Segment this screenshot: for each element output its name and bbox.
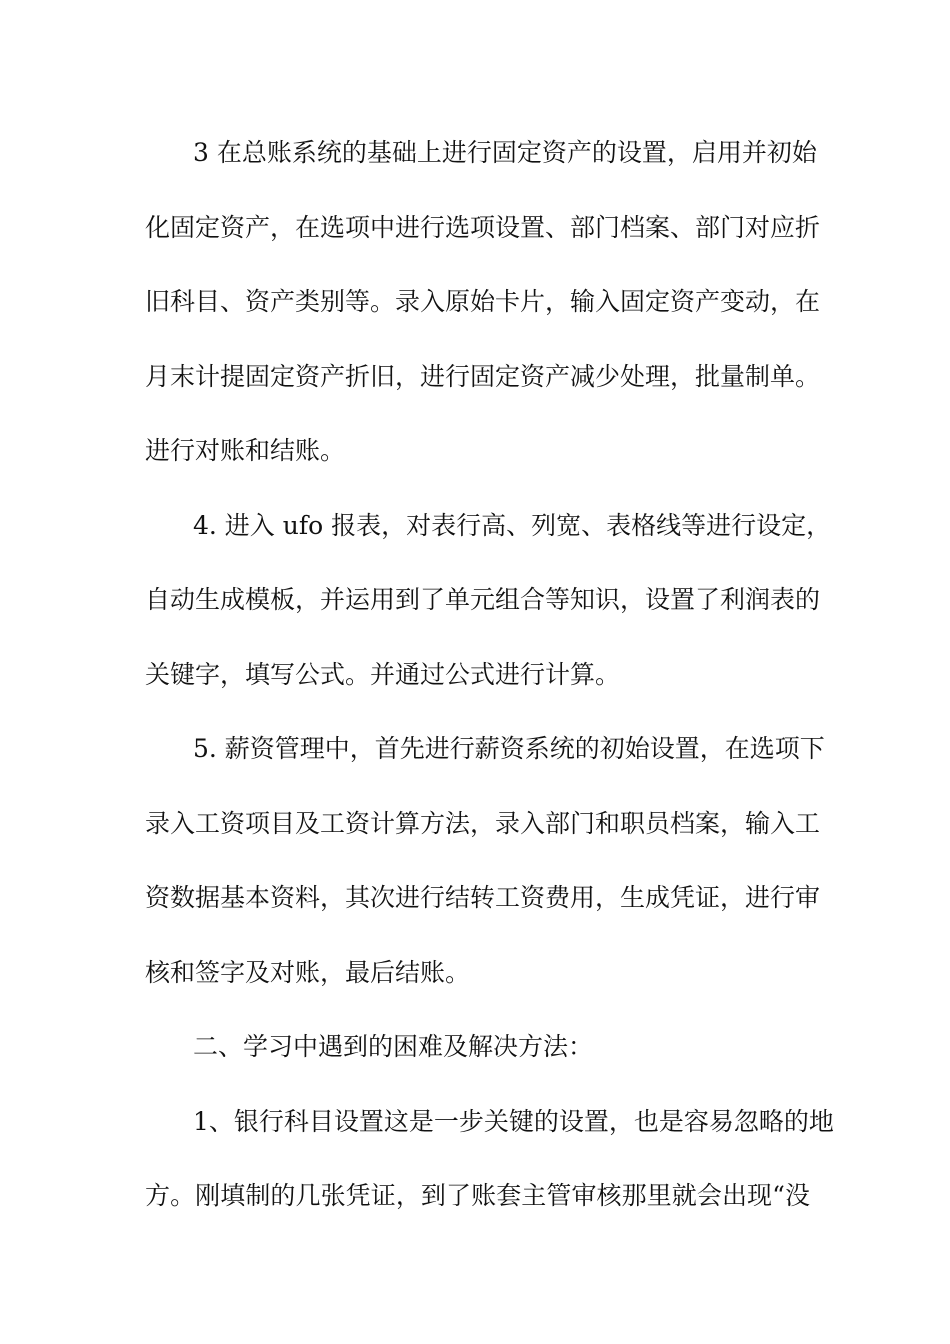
text-line: 资数据基本资料，其次进行结转工资费用，生成凭证，进行审 xyxy=(145,883,821,912)
paragraph-bank-account xyxy=(145,1098,834,1247)
text-line: 核和签字及对账，最后结账。 xyxy=(145,957,471,987)
section-heading-difficulties xyxy=(145,1023,810,1098)
text-line: 4. 进入 ufo 报表，对表行高、列宽、表格线等进行设定， xyxy=(193,510,832,540)
paragraph-fixed-assets xyxy=(145,129,821,502)
text-line: 化固定资产，在选项中进行选项设置、部门档案、部门对应折 xyxy=(145,212,821,242)
text-line: 自动生成模板，并运用到了单元组合等知识，设置了利润表的 xyxy=(145,585,821,614)
text-line: 关键字，填写公式。并通过公式进行计算。 xyxy=(145,659,621,689)
document-body xyxy=(145,129,834,1247)
text-line: 1、银行科目设置这是一步关键的设置，也是容易忽略的地 xyxy=(193,1106,834,1136)
text-line: 5. 薪资管理中，首先进行薪资系统的初始设置，在选项下 xyxy=(193,734,825,763)
paragraph-payroll xyxy=(145,725,825,1023)
section-heading: 二、学习中遇到的困难及解决方法： xyxy=(193,1032,594,1061)
text-line: 3 在总账系统的基础上进行固定资产的设置，启用并初始 xyxy=(193,138,817,167)
text-line: 旧科目、资产类别等。录入原始卡片，输入固定资产变动，在 xyxy=(145,287,821,316)
text-line: 月末计提固定资产折旧，进行固定资产减少处理，批量制单。 xyxy=(145,361,821,391)
text-line: 进行对账和结账。 xyxy=(145,436,346,465)
paragraph-ufo-report xyxy=(145,502,832,726)
text-line: 录入工资项目及工资计算方法，录入部门和职员档案，输入工 xyxy=(145,808,821,838)
text-line: 方。刚填制的几张凭证，到了账套主管审核那里就会出现“没 xyxy=(145,1181,810,1210)
